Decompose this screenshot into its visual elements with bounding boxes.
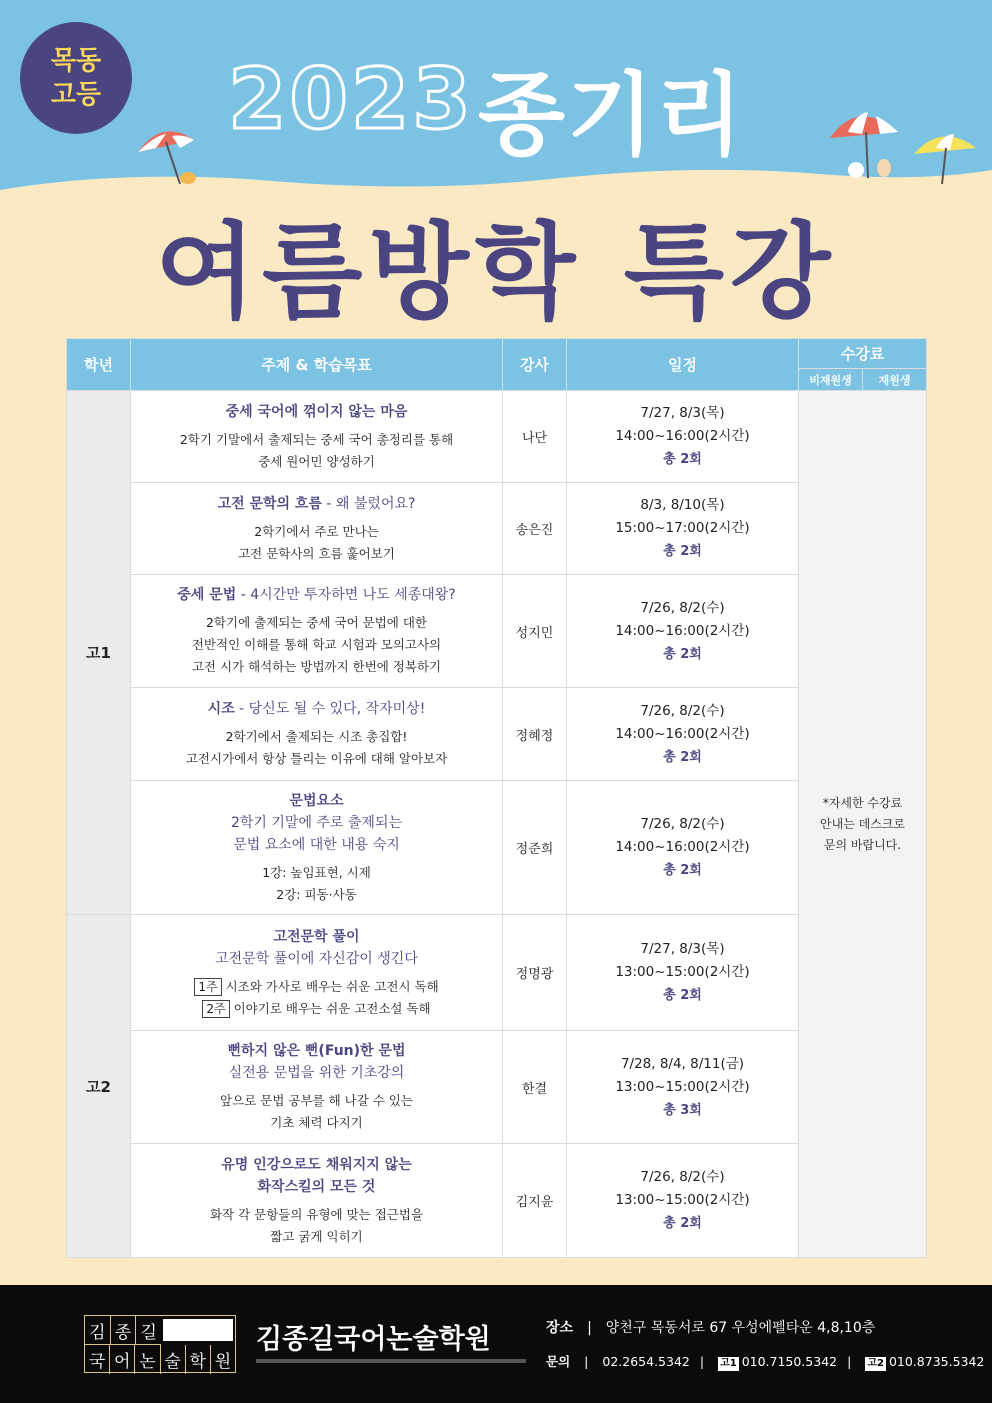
schedule-total: 총 2회 (663, 544, 702, 559)
footer (0, 1285, 992, 1403)
schedule-total: 총 2회 (663, 749, 702, 765)
umbrella-left-icon (132, 118, 212, 188)
desc-line: 기초 체력 다지기 (270, 1115, 363, 1130)
topic-subtitle: 실전용 문법을 위한 기초강의 (228, 1065, 405, 1081)
week-tag: 1주 (194, 978, 221, 996)
teacher-cell: 한결 (503, 1031, 567, 1144)
schedule-cell (567, 1144, 799, 1258)
topic-subtitle: 문법 요소에 대한 내용 숙지 (233, 836, 400, 853)
table-row (67, 391, 927, 483)
header-topic: 주제 & 학습목표 (131, 339, 503, 391)
topic-cell (131, 483, 503, 575)
desc-line: 고전 문학사의 흐름 훑어보기 (238, 545, 395, 561)
topic-title: 문법요소 (289, 792, 344, 809)
schedule-dates: 7/26, 8/2(수) (640, 816, 725, 832)
schedule-total: 총 2회 (663, 988, 702, 1003)
desc-line: 화작 각 문항들의 유형에 맞는 접근법을 (209, 1206, 424, 1222)
desc-line: 2학기에서 주로 만나는 (254, 523, 379, 539)
location-value: 양천구 목동서로 67 우성에펠타운 4,8,10층 (605, 1320, 876, 1336)
schedule-time: 14:00~16:00(2시간) (615, 725, 750, 742)
schedule-dates: 7/26, 8/2(수) (640, 702, 725, 719)
schedule-total: 총 2회 (663, 646, 702, 662)
schedule-total: 총 3회 (663, 1102, 702, 1118)
schedule-dates: 8/3, 8/10(목) (640, 497, 725, 513)
topic-cell (131, 1144, 503, 1258)
grade-chip: 고1 (720, 1358, 737, 1369)
badge-line-2: 고등 (50, 80, 102, 110)
umbrella-right-icon (826, 102, 906, 182)
brand-title: 종기리 (478, 63, 745, 168)
logo-char: 종 (111, 1316, 137, 1344)
schedule-dates: 7/27, 8/3(목) (640, 405, 725, 421)
schedule-table (66, 338, 926, 1258)
topic-cell (131, 1031, 503, 1144)
schedule-cell (567, 915, 799, 1031)
schedule-dates: 7/26, 8/2(수) (640, 599, 725, 616)
grade-chip: 고2 (867, 1358, 884, 1369)
schedule-time: 14:00~16:00(2시간) (615, 839, 750, 855)
logo-char: 술 (161, 1345, 186, 1374)
topic-cell (131, 781, 503, 915)
phone-g2[interactable]: 010.8735.5342 (888, 1354, 985, 1369)
desc-line: 고전 시가 해석하는 방법까지 한번에 정복하기 (191, 659, 442, 674)
location-info (546, 1317, 875, 1337)
schedule-cell (567, 1031, 799, 1144)
table-row (67, 688, 927, 781)
fine-print (256, 1359, 526, 1363)
topic-title (131, 493, 502, 515)
schedule-dates: 7/26, 8/2(수) (640, 1169, 725, 1185)
location-label: 장소 (546, 1320, 574, 1336)
desc-line: 짧고 굵게 익히기 (270, 1228, 363, 1244)
schedule-time: 14:00~16:00(2시간) (615, 428, 750, 444)
logo-char: 논 (135, 1345, 160, 1374)
week-tag: 2주 (202, 1000, 229, 1018)
schedule-total: 총 2회 (663, 452, 702, 467)
topic-title: 뻔하지 않은 뻔(Fun)한 문법 (227, 1043, 406, 1059)
topic-desc (131, 726, 502, 770)
header-schedule: 일정 (567, 339, 799, 391)
schedule-time: 14:00~16:00(2시간) (615, 622, 750, 639)
desc-line: 1강: 높임표현, 시제 (262, 864, 371, 880)
topic-subtitle: 고전문학 풀이에 자신감이 생긴다 (215, 950, 418, 967)
table-row (67, 1031, 927, 1144)
topic-desc (131, 612, 502, 678)
contact-label: 문의 (546, 1354, 571, 1369)
desc-text: 이야기로 배우는 쉬운 고전소설 독해 (233, 1000, 431, 1016)
schedule-total: 총 2회 (663, 1216, 702, 1231)
topic-desc (131, 429, 502, 473)
separator: | (847, 1354, 852, 1369)
desc-line: 전반적인 이해를 통해 학교 시험과 모의고사의 (191, 637, 442, 652)
phone-g1[interactable]: 010.7150.5342 (741, 1354, 838, 1369)
umbrella-yellow-icon (910, 126, 980, 186)
desc-line: 2학기에서 출제되는 시조 총집합! (225, 729, 408, 744)
teacher-cell: 김지윤 (503, 1144, 567, 1258)
schedule-cell (567, 688, 799, 781)
topic-cell (131, 915, 503, 1031)
topic-cell (131, 575, 503, 688)
topic-desc (131, 976, 502, 1020)
school-badge (20, 22, 132, 134)
separator: | (584, 1354, 589, 1369)
topic-desc (131, 521, 502, 565)
topic-cell (131, 391, 503, 483)
desc-text: 시조와 가사로 배우는 쉬운 고전시 독해 (225, 978, 439, 994)
schedule-cell (567, 391, 799, 483)
schedule-dates: 7/28, 8/4, 8/11(금) (620, 1055, 745, 1072)
logo-char: 국 (85, 1345, 110, 1374)
topic-desc (131, 862, 502, 906)
teacher-cell: 송은진 (503, 483, 567, 575)
logo-char: 어 (110, 1345, 135, 1374)
table-row (67, 915, 927, 1031)
topic-desc (131, 1204, 502, 1248)
academy-name: 김종길국어논술학원 (256, 1324, 491, 1355)
logo-char: 학 (186, 1345, 211, 1374)
schedule-dates: 7/27, 8/3(목) (640, 941, 725, 957)
grade-cell-g2: 고2 (67, 915, 131, 1258)
header-grade: 학년 (67, 339, 131, 391)
fee-note-cell (799, 391, 927, 1258)
separator: | (587, 1320, 592, 1336)
header-teacher: 강사 (503, 339, 567, 391)
academy-logo (84, 1315, 236, 1373)
separator: | (699, 1354, 705, 1369)
topic-title (131, 698, 502, 720)
schedule-time: 13:00~15:00(2시간) (615, 1078, 750, 1095)
schedule-time: 15:00~17:00(2시간) (615, 520, 750, 536)
desc-line (131, 976, 502, 998)
topic-title-rest: - 4시간만 투자하면 나도 세종대왕? (236, 587, 456, 603)
teacher-cell: 성지민 (503, 575, 567, 688)
schedule-total: 총 2회 (663, 863, 702, 878)
desc-line: 2강: 피동·사동 (276, 886, 357, 902)
topic-title-main: 중세 문법 (177, 587, 237, 603)
topic-title: 중세 국어에 꺾이지 않는 마음 (225, 403, 408, 420)
fee-note-line: 안내는 데스크로 (820, 816, 905, 831)
header-fee-member: 재원생 (863, 369, 927, 391)
teacher-cell: 정혜정 (503, 688, 567, 781)
teacher-cell: 정준희 (503, 781, 567, 915)
topic-title (131, 584, 502, 606)
header-fee-nonmember: 비재원생 (799, 369, 863, 391)
logo-row-bottom (85, 1345, 235, 1374)
topic-title-main: 시조 (207, 701, 235, 717)
table-row (67, 575, 927, 688)
logo-char: 김 (85, 1316, 111, 1344)
phone-main[interactable]: 02.2654.5342 (602, 1354, 690, 1369)
schedule-cell (567, 575, 799, 688)
topic-title-rest: - 왜 불렀어요? (321, 495, 416, 512)
topic-title-rest: - 당신도 될 수 있다, 작자미상! (234, 701, 426, 717)
topic-title: 유명 인강으로도 채워지지 않는 (221, 1156, 412, 1173)
schedule-cell (567, 483, 799, 575)
fee-note-line: 문의 바랍니다. (823, 837, 902, 852)
desc-line: 중세 원어민 양성하기 (258, 453, 375, 469)
table-row (67, 1144, 927, 1258)
topic-subtitle: 2학기 기말에 주로 출제되는 (230, 814, 403, 831)
desc-line (131, 998, 502, 1020)
grade-cell-g1: 고1 (67, 391, 131, 915)
schedule-time: 13:00~15:00(2시간) (615, 964, 750, 980)
logo-tag (163, 1319, 233, 1341)
logo-row-top (85, 1316, 161, 1345)
schedule-cell (567, 781, 799, 915)
header-fee: 수강료 (799, 339, 927, 369)
logo-char: 길 (140, 1322, 157, 1343)
teacher-cell: 나단 (503, 391, 567, 483)
topic-desc (131, 1090, 502, 1134)
schedule-time: 13:00~15:00(2시간) (615, 1192, 750, 1208)
headline-title: 여름방학 특강 (155, 211, 837, 333)
teacher-cell: 정명광 (503, 915, 567, 1031)
table-row (67, 781, 927, 915)
table-row (67, 483, 927, 575)
year-title: 2023 (228, 50, 474, 148)
desc-line: 고전시가에서 항상 틀리는 이유에 대해 알아보자 (185, 751, 448, 766)
desc-line: 2학기에 출제되는 중세 국어 문법에 대한 (205, 615, 428, 630)
topic-title-2: 화작스킬의 모든 것 (257, 1178, 376, 1195)
logo-char: 원 (214, 1352, 232, 1372)
fee-note-line: *자세한 수강료 (822, 795, 903, 810)
contact-info (546, 1352, 984, 1371)
desc-line: 2학기 기말에서 출제되는 중세 국어 총정리를 통해 (179, 431, 454, 447)
desc-line: 앞으로 문법 공부를 해 나갈 수 있는 (220, 1093, 413, 1108)
topic-title: 고전문학 풀이 (273, 928, 360, 945)
topic-cell (131, 688, 503, 781)
badge-line-1: 목동 (50, 46, 102, 76)
topic-title-main: 고전 문학의 흐름 (217, 495, 322, 512)
